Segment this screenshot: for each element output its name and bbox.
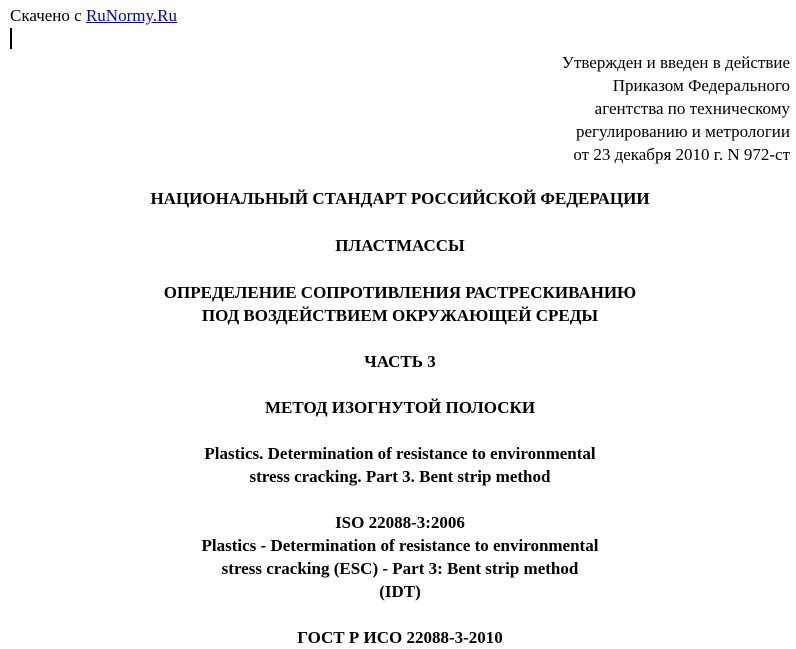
standard-part-text: ЧАСТЬ 3 <box>364 352 436 371</box>
title-line: ОПРЕДЕЛЕНИЕ СОПРОТИВЛЕНИЯ РАСТРЕСКИВАНИЮ <box>163 283 637 302</box>
standard-title <box>0 281 796 327</box>
standard-category <box>0 187 796 210</box>
approval-line: регулированию и метрологии <box>575 122 790 141</box>
approval-block <box>562 51 790 166</box>
iso-title-line: Plastics - Determination of resistance to environmental <box>201 536 599 555</box>
iso-reference <box>0 511 796 603</box>
source-link[interactable]: RuNormy.Ru <box>85 6 177 25</box>
standard-subject-text: ПЛАСТМАССЫ <box>335 236 465 255</box>
iso-title-line: stress cracking (ESC) - Part 3: Bent strip method <box>221 559 579 578</box>
standard-subject <box>0 234 796 257</box>
english-title-line: Plastics. Determination of resistance to environmental <box>204 444 596 463</box>
approval-line: агентства по техническому <box>594 99 790 118</box>
approval-line: Приказом Федерального <box>612 76 790 95</box>
standard-category-text: НАЦИОНАЛЬНЫЙ СТАНДАРТ РОССИЙСКОЙ ФЕДЕРАЦИИ <box>150 189 650 208</box>
approval-line: Утвержден и введен в действие <box>561 53 790 72</box>
english-title-line: stress cracking. Part 3. Bent strip method <box>249 467 551 486</box>
iso-title-line: (IDT) <box>379 582 421 601</box>
english-title <box>0 442 796 488</box>
title-line: ПОД ВОЗДЕЙСТВИЕМ ОКРУЖАЮЩЕЙ СРЕДЫ <box>201 306 599 325</box>
iso-number: ISO 22088-3:2006 <box>335 513 465 532</box>
source-prefix: Скачено с <box>10 6 86 25</box>
standard-method <box>0 396 796 419</box>
source-line <box>10 6 177 26</box>
text-cursor <box>10 28 12 49</box>
approval-line: от 23 декабря 2010 г. N 972-ст <box>573 145 790 164</box>
standard-method-text: МЕТОД ИЗОГНУТОЙ ПОЛОСКИ <box>264 398 536 417</box>
standard-part <box>0 350 796 373</box>
gost-number-text: ГОСТ Р ИСО 22088-3-2010 <box>297 628 503 647</box>
